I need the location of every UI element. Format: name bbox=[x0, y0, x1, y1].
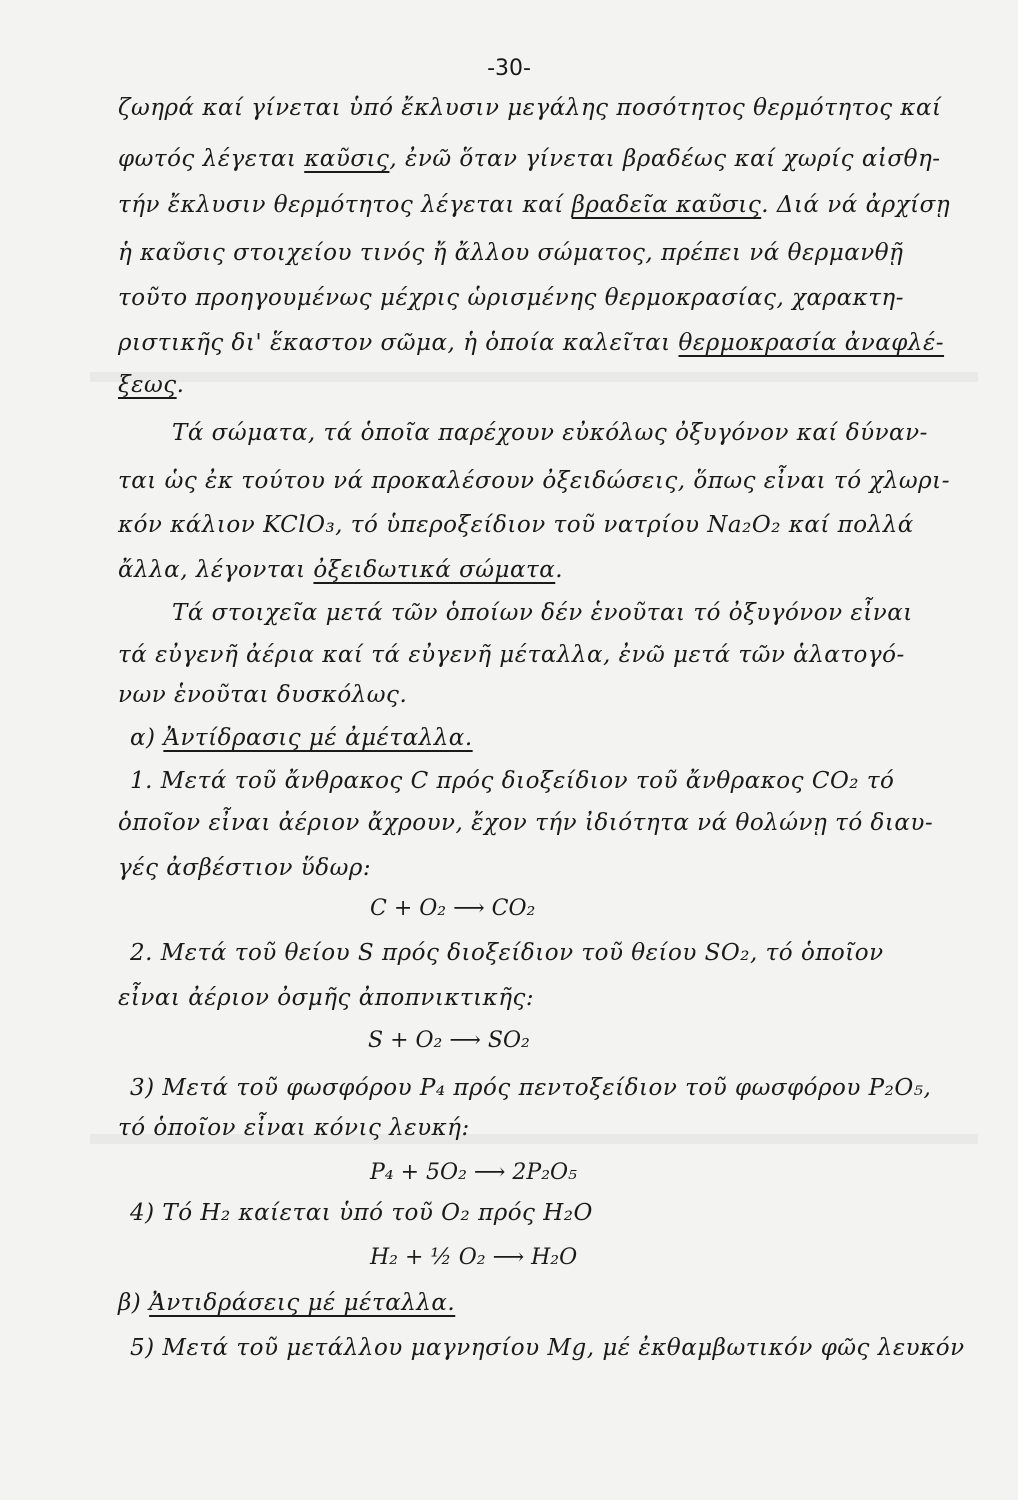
chemical-equation: S + O₂ ⟶ SO₂ bbox=[368, 1028, 530, 1053]
chemical-equation: C + O₂ ⟶ CO₂ bbox=[370, 896, 536, 921]
text-line: Τά σώματα, τά ὁποῖα παρέχουν εὐκόλως ὀξυγόνον καί δύναν- bbox=[172, 420, 928, 446]
text-line: ξεως. bbox=[118, 372, 185, 398]
text-line: τό ὁποῖον εἶναι κόνις λευκή: bbox=[118, 1115, 470, 1141]
text-line: ἡ καῦσις στοιχείου τινός ἤ ἄλλου σώματος, πρέπει νά θερμανθῇ bbox=[118, 240, 904, 266]
bleed-through bbox=[90, 372, 978, 382]
text-line: 1. Μετά τοῦ ἄνθρακος C πρός διοξείδιον τοῦ ἄνθρακος CO₂ τό bbox=[130, 768, 895, 794]
text-line: Τά στοιχεῖα μετά τῶν ὁποίων δέν ἑνοῦται τό ὀξυγόνον εἶναι bbox=[172, 600, 913, 626]
text-line: φωτός λέγεται καῦσις, ἐνῶ ὅταν γίνεται βραδέως καί χωρίς αἰσθη- bbox=[118, 146, 941, 172]
page-number: -30- bbox=[487, 56, 531, 81]
text-line: ζωηρά καί γίνεται ὑπό ἔκλυσιν μεγάλης ποσότητος θερμότητος καί bbox=[118, 95, 942, 121]
text-line: 4) Τό H₂ καίεται ὑπό τοῦ O₂ πρός H₂O bbox=[130, 1200, 593, 1226]
text-line: εἶναι ἀέριον ὀσμῆς ἀποπνικτικῆς: bbox=[118, 985, 535, 1011]
chemical-equation: H₂ + ½ O₂ ⟶ H₂O bbox=[370, 1245, 578, 1270]
text-line: ὁποῖον εἶναι ἀέριον ἄχρουν, ἔχον τήν ἰδιότητα νά θολώνῃ τό διαυ- bbox=[118, 810, 934, 836]
text-line: 3) Μετά τοῦ φωσφόρου P₄ πρός πεντοξείδιον τοῦ φωσφόρου P₂O₅, bbox=[130, 1075, 932, 1101]
text-line: γές ἀσβέστιον ὕδωρ: bbox=[118, 855, 372, 881]
text-line: τοῦτο προηγουμένως μέχρις ὡρισμένης θερμοκρασίας, χαρακτη- bbox=[118, 285, 904, 311]
text-line: νων ἑνοῦται δυσκόλως. bbox=[118, 682, 408, 708]
text-line: ριστικῆς δι' ἕκαστον σῶμα, ἡ ὁποία καλεῖται θερμοκρασία ἀναφλέ- bbox=[118, 330, 945, 356]
text-line: ται ὡς ἐκ τούτου νά προκαλέσουν ὀξειδώσεις, ὅπως εἶναι τό χλωρι- bbox=[118, 468, 950, 494]
section-heading: β) Ἀντιδράσεις μέ μέταλλα. bbox=[118, 1290, 456, 1316]
text-line: τά εὐγενῆ ἀέρια καί τά εὐγενῆ μέταλλα, ἐνῶ μετά τῶν ἁλατογό- bbox=[118, 642, 905, 668]
chemical-equation: P₄ + 5O₂ ⟶ 2P₂O₅ bbox=[370, 1160, 577, 1185]
text-line: κόν κάλιον KClO₃, τό ὑπεροξείδιον τοῦ νατρίου Na₂O₂ καί πολλά bbox=[118, 512, 914, 538]
text-line: ἄλλα, λέγονται ὀξειδωτικά σώματα. bbox=[118, 557, 564, 583]
text-line: 2. Μετά τοῦ θείου S πρός διοξείδιον τοῦ θείου SO₂, τό ὁποῖον bbox=[130, 940, 884, 966]
text-line: 5) Μετά τοῦ μετάλλου μαγνησίου Mg, μέ ἐκθαμβωτικόν φῶς λευκόν bbox=[130, 1335, 965, 1361]
section-heading: α) Ἀντίδρασις μέ ἀμέταλλα. bbox=[130, 725, 473, 751]
text-line: τήν ἔκλυσιν θερμότητος λέγεται καί βραδεῖα καῦσις. Διά νά ἀρχίσῃ bbox=[118, 192, 951, 218]
